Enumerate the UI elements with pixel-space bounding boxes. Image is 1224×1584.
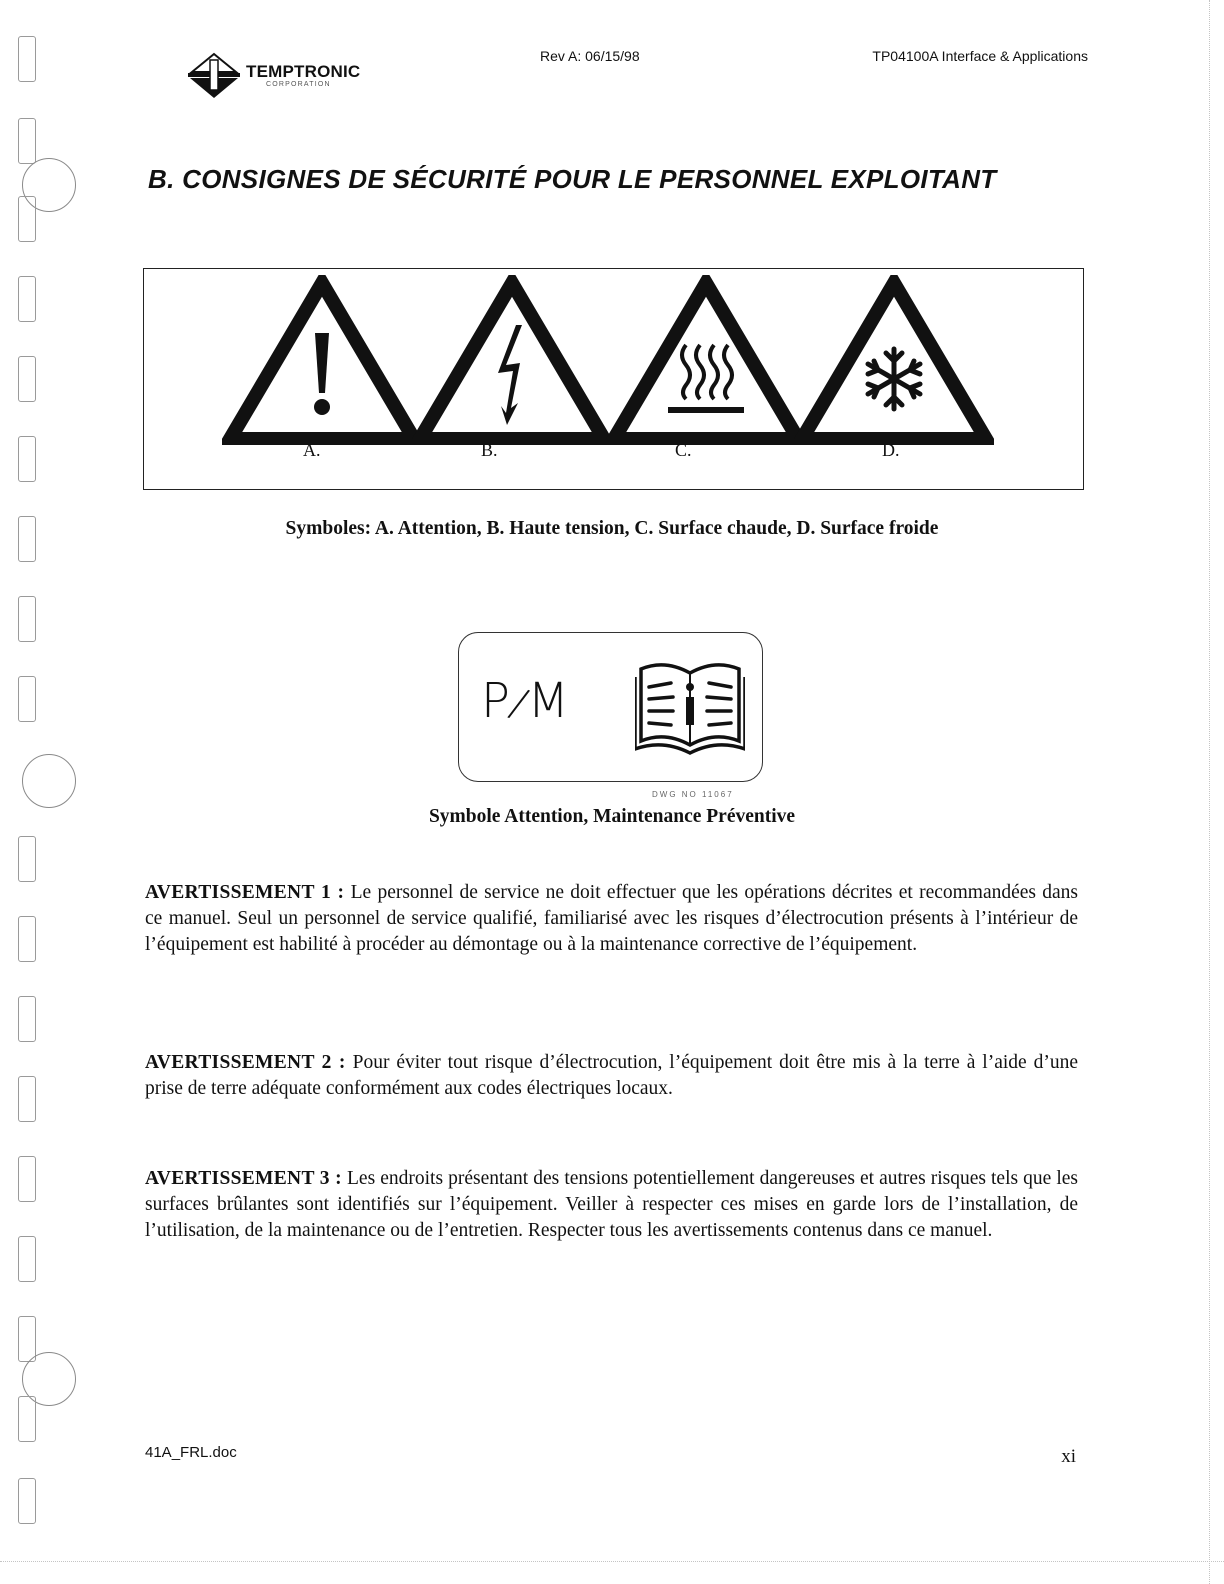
hot-surface-symbol (606, 275, 806, 459)
document-reference: TP04100A Interface & Applications (872, 48, 1088, 64)
symbol-letter-d: D. (882, 440, 900, 460)
binder-hole (18, 996, 36, 1042)
binder-hole (18, 1236, 36, 1282)
symbol-letter-c: C. (675, 440, 692, 460)
lightning-icon (412, 275, 612, 445)
binder-hole (18, 836, 36, 882)
hot-surface-icon (606, 275, 806, 445)
warning-3-text: Les endroits présentant des tensions potentiellement dangereuses et autres risques tels que les surfaces brûlantes sont identifiés sur l’équipement. Veiller à respecter ces mises en garde lors de l’installation, de l’utilisation, de la maintenance ou de l’entretien. Respecter tous les avertissements contenus dans ce manuel. (145, 1168, 1079, 1241)
warning-1-label: AVERTISSEMENT 1 : (145, 882, 345, 903)
binder-margin (0, 0, 90, 1584)
binder-ring (22, 754, 76, 808)
binder-hole (18, 276, 36, 322)
binder-hole (18, 1316, 36, 1362)
binder-hole (18, 36, 36, 82)
binder-hole (18, 196, 36, 242)
high-voltage-symbol (412, 275, 612, 459)
binder-hole (18, 1396, 36, 1442)
company-logo (186, 52, 360, 100)
scan-edge-bottom (0, 1561, 1224, 1562)
binder-hole (18, 676, 36, 722)
binder-hole (18, 1478, 36, 1524)
snowflake-icon (794, 275, 994, 445)
binder-hole (18, 356, 36, 402)
footer-filename: 41A_FRL.doc (145, 1444, 237, 1461)
pm-symbol-caption: Symbole Attention, Maintenance Préventive (428, 806, 796, 827)
binder-hole (18, 1156, 36, 1202)
temptronic-logo-icon (186, 52, 242, 100)
pm-text-icon: P/M (481, 673, 571, 729)
binder-hole (18, 916, 36, 962)
warning-3 (145, 1166, 1078, 1244)
attention-symbol (222, 275, 422, 459)
binder-hole (18, 596, 36, 642)
section-title: B. CONSIGNES DE SÉCURITÉ POUR LE PERSONNEL EXPLOITANT (148, 164, 997, 194)
logo-subtitle: CORPORATION (266, 81, 331, 88)
cold-surface-symbol (794, 275, 994, 459)
logo-name: TEMPTRONIC (246, 62, 361, 81)
warning-1 (145, 880, 1078, 958)
warning-2-text: Pour éviter tout risque d’électrocution, l’équipement doit être mis à la terre à l’aide d’une prise de terre adéquate conformément aux codes électriques locaux. (145, 1052, 1079, 1099)
warning-3-label: AVERTISSEMENT 3 : (145, 1168, 342, 1189)
binder-hole (18, 1076, 36, 1122)
warning-2-label: AVERTISSEMENT 2 : (145, 1052, 346, 1073)
symbols-caption: Symboles: A. Attention, B. Haute tension, C. Surface chaude, D. Surface froide (285, 518, 939, 539)
revision-label: Rev A: 06/15/98 (540, 48, 640, 64)
symbol-letter-b: B. (481, 440, 498, 460)
scan-edge-right (1209, 0, 1210, 1584)
manual-info-icon (635, 659, 745, 755)
symbol-letter-a: A. (303, 440, 321, 460)
binder-hole (18, 118, 36, 164)
hazard-symbols-box (143, 268, 1084, 490)
exclamation-icon (222, 275, 422, 445)
preventive-maintenance-symbol (458, 632, 763, 782)
page-number: xi (1061, 1446, 1076, 1467)
warning-1-text: Le personnel de service ne doit effectuer que les opérations décrites et recommandées dans ce manuel. Seul un personnel de service qualifié, familiarisé avec les risques d’électrocution présents à l’intérieur de l’équipement est habilité à procéder au démontage ou à la maintenance corrective de l’équipement. (145, 882, 1079, 955)
warning-2 (145, 1050, 1078, 1102)
binder-hole (18, 436, 36, 482)
drawing-number: DWG NO 11067 (652, 790, 734, 799)
